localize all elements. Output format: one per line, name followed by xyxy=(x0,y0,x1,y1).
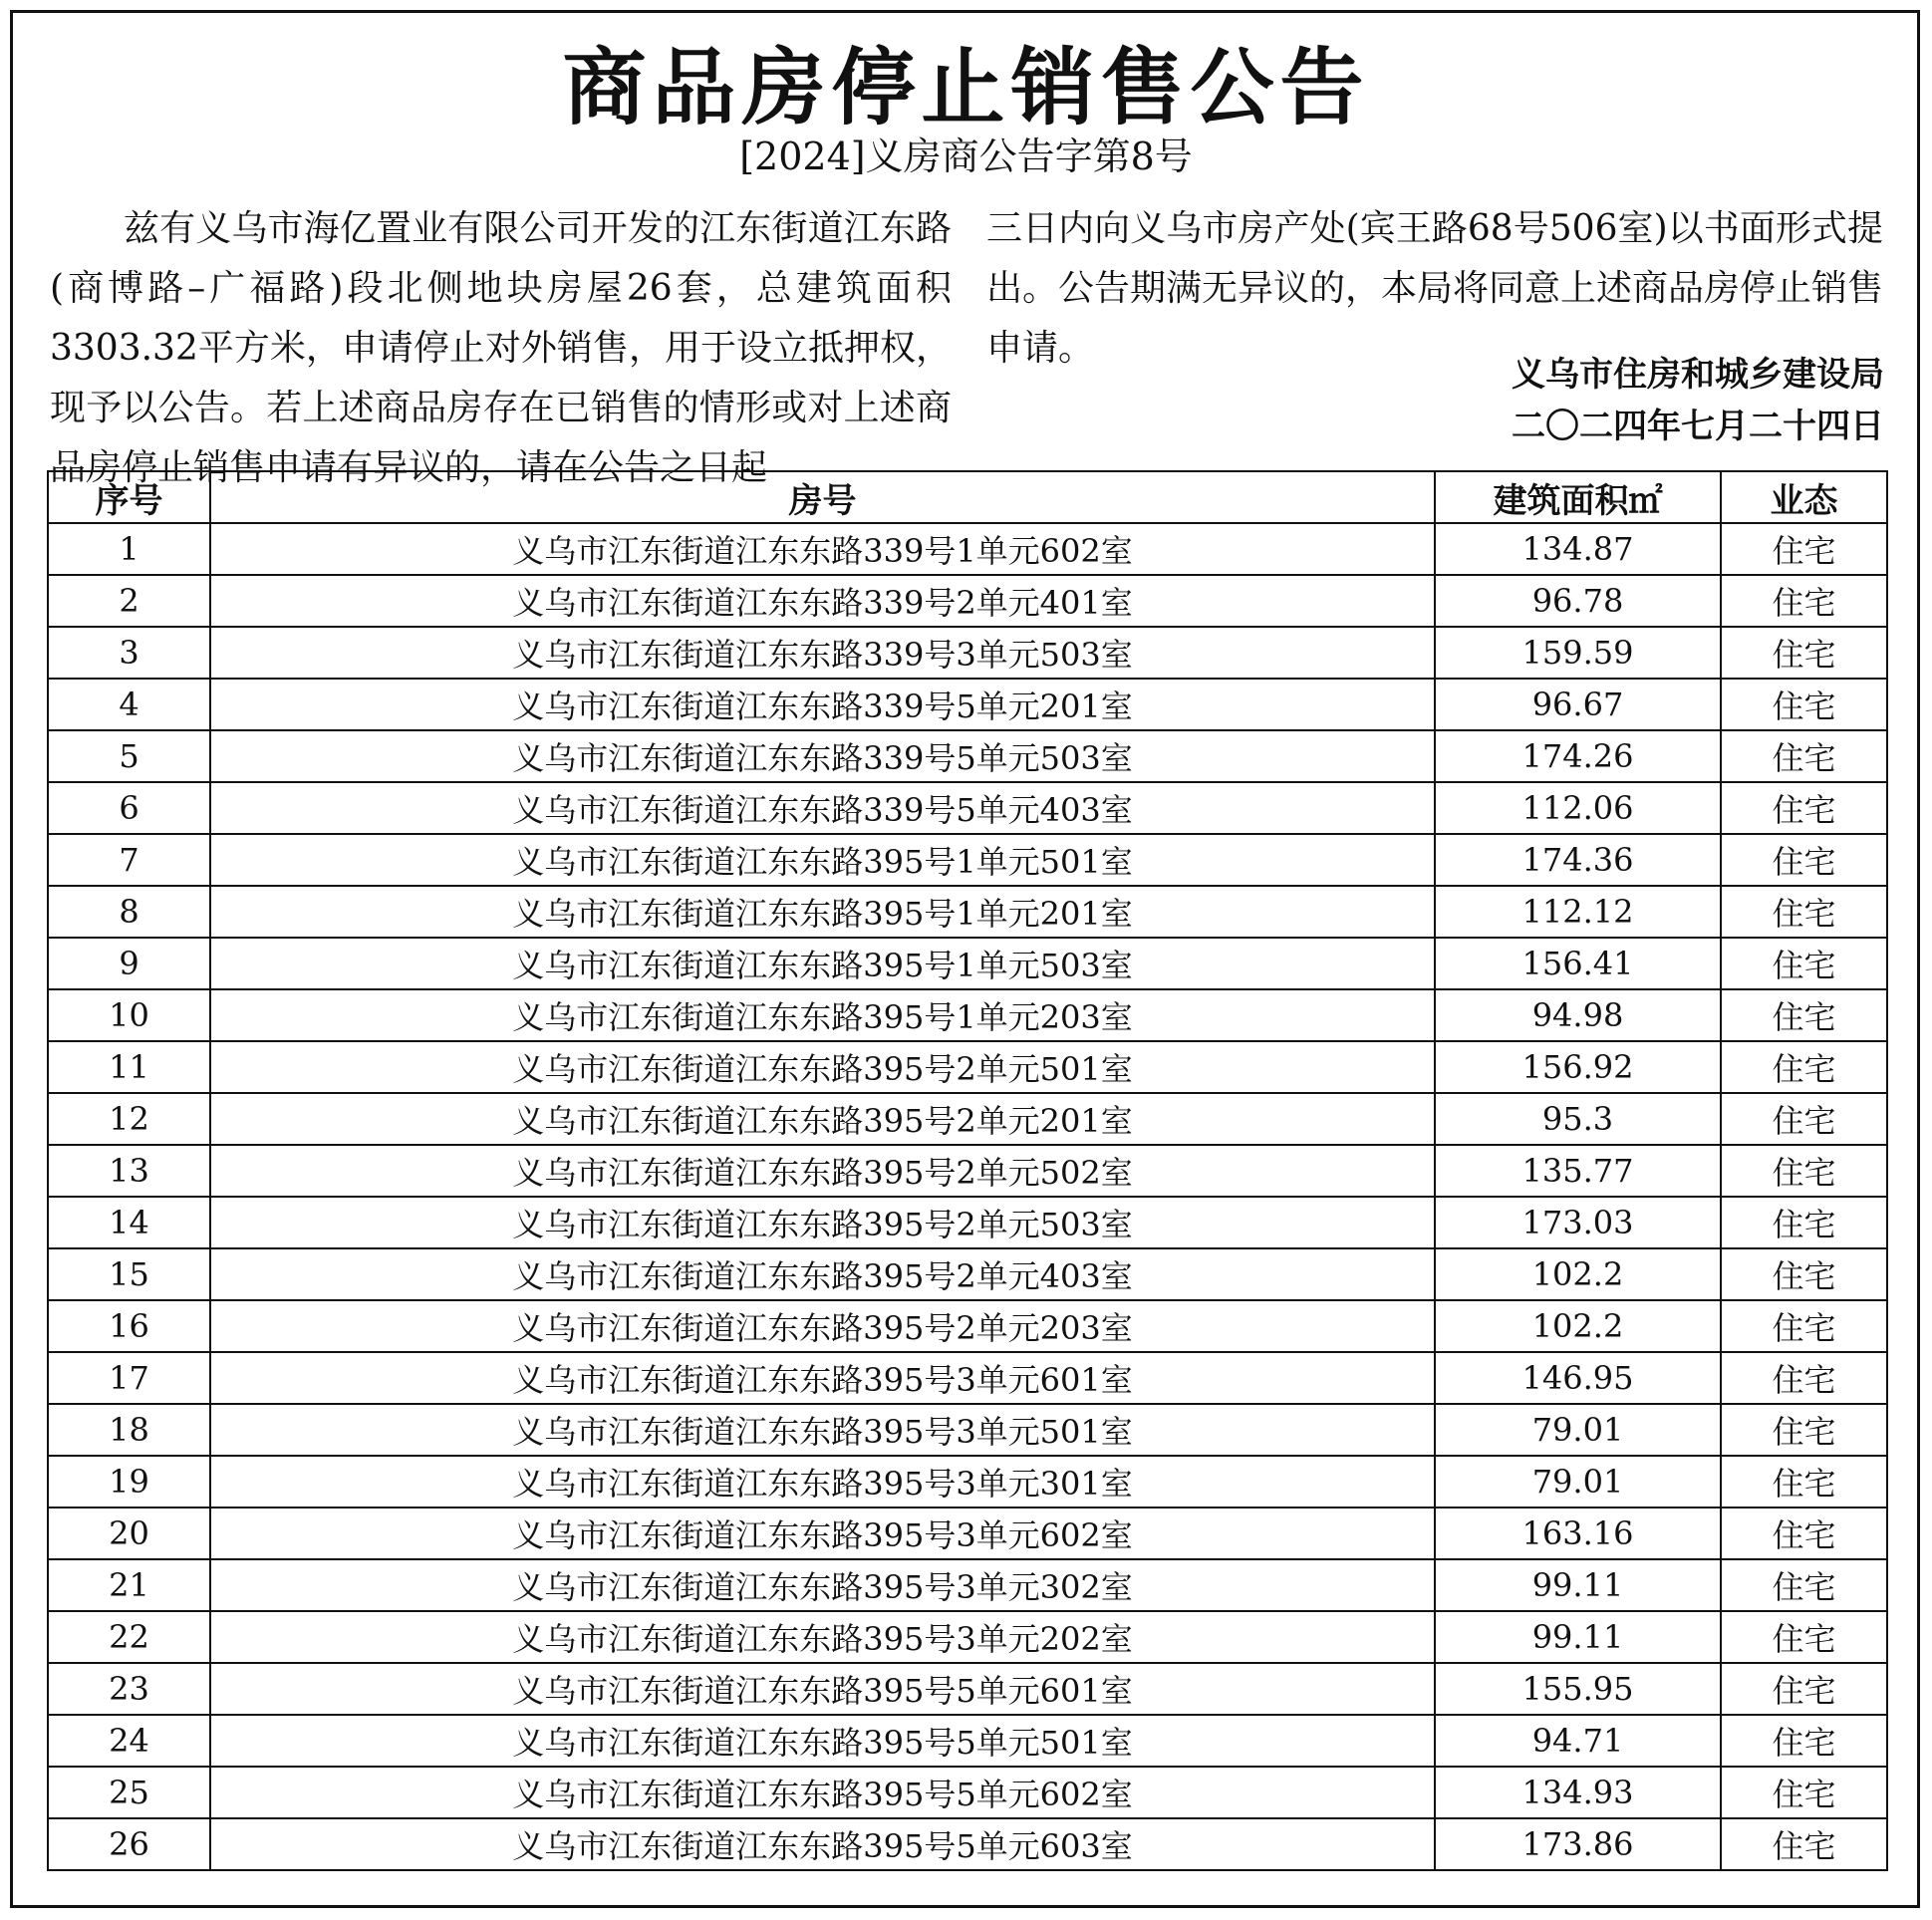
cell-area: 173.86 xyxy=(1435,1818,1721,1870)
cell-area: 79.01 xyxy=(1435,1404,1721,1456)
table-row xyxy=(48,1300,1887,1352)
cell-area: 155.95 xyxy=(1435,1663,1721,1715)
table-row xyxy=(48,1404,1887,1456)
cell-use: 住宅 xyxy=(1721,938,1887,989)
cell-no: 19 xyxy=(48,1456,210,1508)
cell-no: 23 xyxy=(48,1663,210,1715)
cell-area: 112.06 xyxy=(1435,782,1721,834)
cell-use: 住宅 xyxy=(1721,575,1887,627)
cell-area: 163.16 xyxy=(1435,1508,1721,1559)
cell-use: 住宅 xyxy=(1721,1352,1887,1404)
cell-area: 99.11 xyxy=(1435,1559,1721,1611)
notice-body-right: 三日内向义乌市房产处(宾王路68号506室)以书面形式提出。公告期满无异议的，本局将同意上述商品房停止销售申请。 xyxy=(986,208,1884,369)
cell-area: 79.01 xyxy=(1435,1456,1721,1508)
cell-area: 95.3 xyxy=(1435,1093,1721,1145)
header-no: 序号 xyxy=(48,471,210,523)
notice-title: 商品房停止销售公告 xyxy=(562,39,1370,137)
cell-no: 17 xyxy=(48,1352,210,1404)
table-row xyxy=(48,1508,1887,1559)
cell-use: 住宅 xyxy=(1721,1818,1887,1870)
cell-use: 住宅 xyxy=(1721,1508,1887,1559)
header-room: 房号 xyxy=(210,471,1435,523)
table-row xyxy=(48,1559,1887,1611)
table-header-row xyxy=(48,471,1887,523)
cell-room: 义乌市江东街道江东东路395号1单元503室 xyxy=(210,938,1435,989)
cell-no: 12 xyxy=(48,1093,210,1145)
cell-no: 22 xyxy=(48,1611,210,1663)
cell-no: 25 xyxy=(48,1767,210,1818)
cell-use: 住宅 xyxy=(1721,1145,1887,1197)
cell-no: 14 xyxy=(48,1197,210,1248)
cell-use: 住宅 xyxy=(1721,1300,1887,1352)
units-table xyxy=(47,470,1888,1871)
cell-room: 义乌市江东街道江东东路395号3单元602室 xyxy=(210,1508,1435,1559)
cell-room: 义乌市江东街道江东东路339号5单元201室 xyxy=(210,679,1435,730)
table-row xyxy=(48,1456,1887,1508)
cell-room: 义乌市江东街道江东东路395号2单元503室 xyxy=(210,1197,1435,1248)
cell-area: 174.26 xyxy=(1435,730,1721,782)
cell-room: 义乌市江东街道江东东路395号1单元203室 xyxy=(210,989,1435,1041)
cell-room: 义乌市江东街道江东东路339号5单元403室 xyxy=(210,782,1435,834)
table-row xyxy=(48,679,1887,730)
cell-area: 146.95 xyxy=(1435,1352,1721,1404)
cell-no: 4 xyxy=(48,679,210,730)
cell-area: 112.12 xyxy=(1435,886,1721,938)
cell-area: 102.2 xyxy=(1435,1248,1721,1300)
table-row xyxy=(48,1248,1887,1300)
cell-area: 134.93 xyxy=(1435,1767,1721,1818)
cell-room: 义乌市江东街道江东东路395号3单元601室 xyxy=(210,1352,1435,1404)
cell-no: 15 xyxy=(48,1248,210,1300)
cell-room: 义乌市江东街道江东东路395号5单元602室 xyxy=(210,1767,1435,1818)
cell-use: 住宅 xyxy=(1721,1093,1887,1145)
cell-use: 住宅 xyxy=(1721,627,1887,679)
cell-use: 住宅 xyxy=(1721,834,1887,886)
cell-use: 住宅 xyxy=(1721,1611,1887,1663)
cell-room: 义乌市江东街道江东东路395号2单元203室 xyxy=(210,1300,1435,1352)
cell-area: 102.2 xyxy=(1435,1300,1721,1352)
cell-room: 义乌市江东街道江东东路395号5单元601室 xyxy=(210,1663,1435,1715)
cell-room: 义乌市江东街道江东东路395号3单元302室 xyxy=(210,1559,1435,1611)
table-row xyxy=(48,1352,1887,1404)
cell-room: 义乌市江东街道江东东路395号1单元501室 xyxy=(210,834,1435,886)
cell-no: 9 xyxy=(48,938,210,989)
table-row xyxy=(48,1145,1887,1197)
cell-area: 96.78 xyxy=(1435,575,1721,627)
cell-no: 20 xyxy=(48,1508,210,1559)
cell-area: 173.03 xyxy=(1435,1197,1721,1248)
cell-area: 174.36 xyxy=(1435,834,1721,886)
cell-room: 义乌市江东街道江东东路395号1单元201室 xyxy=(210,886,1435,938)
table-row xyxy=(48,834,1887,886)
table-row xyxy=(48,886,1887,938)
cell-room: 义乌市江东街道江东东路339号5单元503室 xyxy=(210,730,1435,782)
cell-no: 7 xyxy=(48,834,210,886)
cell-no: 13 xyxy=(48,1145,210,1197)
cell-area: 94.71 xyxy=(1435,1715,1721,1767)
cell-use: 住宅 xyxy=(1721,782,1887,834)
cell-area: 159.59 xyxy=(1435,627,1721,679)
cell-no: 21 xyxy=(48,1559,210,1611)
table-row xyxy=(48,1715,1887,1767)
cell-area: 156.92 xyxy=(1435,1041,1721,1093)
cell-room: 义乌市江东街道江东东路395号3单元501室 xyxy=(210,1404,1435,1456)
cell-area: 99.11 xyxy=(1435,1611,1721,1663)
cell-use: 住宅 xyxy=(1721,1715,1887,1767)
table-row xyxy=(48,1611,1887,1663)
units-table-body xyxy=(48,523,1887,1870)
cell-room: 义乌市江东街道江东东路395号2单元501室 xyxy=(210,1041,1435,1093)
table-row xyxy=(48,1663,1887,1715)
table-row xyxy=(48,1818,1887,1870)
cell-room: 义乌市江东街道江东东路395号5单元603室 xyxy=(210,1818,1435,1870)
cell-no: 5 xyxy=(48,730,210,782)
cell-use: 住宅 xyxy=(1721,730,1887,782)
table-row xyxy=(48,1767,1887,1818)
issuer-block xyxy=(1512,349,1884,452)
cell-room: 义乌市江东街道江东东路395号2单元201室 xyxy=(210,1093,1435,1145)
cell-no: 16 xyxy=(48,1300,210,1352)
table-row xyxy=(48,782,1887,834)
cell-no: 26 xyxy=(48,1818,210,1870)
cell-no: 1 xyxy=(48,523,210,575)
cell-use: 住宅 xyxy=(1721,1041,1887,1093)
cell-use: 住宅 xyxy=(1721,1767,1887,1818)
cell-area: 134.87 xyxy=(1435,523,1721,575)
header-area: 建筑面积㎡ xyxy=(1435,471,1721,523)
table-row xyxy=(48,523,1887,575)
table-row xyxy=(48,938,1887,989)
cell-use: 住宅 xyxy=(1721,1404,1887,1456)
cell-room: 义乌市江东街道江东东路395号5单元501室 xyxy=(210,1715,1435,1767)
cell-no: 24 xyxy=(48,1715,210,1767)
cell-no: 2 xyxy=(48,575,210,627)
issue-date: 二〇二四年七月二十四日 xyxy=(1512,407,1884,446)
cell-no: 8 xyxy=(48,886,210,938)
cell-area: 94.98 xyxy=(1435,989,1721,1041)
cell-use: 住宅 xyxy=(1721,1663,1887,1715)
notice-number: [2024]义房商公告字第8号 xyxy=(739,135,1193,178)
table-row xyxy=(48,1041,1887,1093)
cell-area: 135.77 xyxy=(1435,1145,1721,1197)
table-row xyxy=(48,1093,1887,1145)
cell-no: 18 xyxy=(48,1404,210,1456)
cell-no: 10 xyxy=(48,989,210,1041)
cell-no: 11 xyxy=(48,1041,210,1093)
cell-room: 义乌市江东街道江东东路395号2单元403室 xyxy=(210,1248,1435,1300)
table-row xyxy=(48,989,1887,1041)
cell-use: 住宅 xyxy=(1721,523,1887,575)
table-row xyxy=(48,1197,1887,1248)
cell-room: 义乌市江东街道江东东路339号2单元401室 xyxy=(210,575,1435,627)
cell-use: 住宅 xyxy=(1721,1559,1887,1611)
cell-no: 3 xyxy=(48,627,210,679)
cell-room: 义乌市江东街道江东东路395号3单元301室 xyxy=(210,1456,1435,1508)
cell-room: 义乌市江东街道江东东路395号2单元502室 xyxy=(210,1145,1435,1197)
cell-use: 住宅 xyxy=(1721,989,1887,1041)
cell-room: 义乌市江东街道江东东路395号3单元202室 xyxy=(210,1611,1435,1663)
cell-use: 住宅 xyxy=(1721,1197,1887,1248)
table-row xyxy=(48,730,1887,782)
notice-body-left: 兹有义乌市海亿置业有限公司开发的江东街道江东路(商博路–广福路)段北侧地块房屋26套，总建筑面积3303.32平方米，申请停止对外销售，用于设立抵押权，现予以公告。若上述商品房存在已销售的情形或对上述商品房停止销售申请有异议的，请在公告之日起 xyxy=(50,208,952,488)
table-row xyxy=(48,575,1887,627)
cell-room: 义乌市江东街道江东东路339号3单元503室 xyxy=(210,627,1435,679)
cell-no: 6 xyxy=(48,782,210,834)
issuer-name: 义乌市住房和城乡建设局 xyxy=(1512,355,1884,395)
cell-room: 义乌市江东街道江东东路339号1单元602室 xyxy=(210,523,1435,575)
cell-use: 住宅 xyxy=(1721,1456,1887,1508)
table-row xyxy=(48,627,1887,679)
cell-area: 156.41 xyxy=(1435,938,1721,989)
cell-use: 住宅 xyxy=(1721,679,1887,730)
cell-use: 住宅 xyxy=(1721,1248,1887,1300)
cell-use: 住宅 xyxy=(1721,886,1887,938)
header-use: 业态 xyxy=(1721,471,1887,523)
cell-area: 96.67 xyxy=(1435,679,1721,730)
